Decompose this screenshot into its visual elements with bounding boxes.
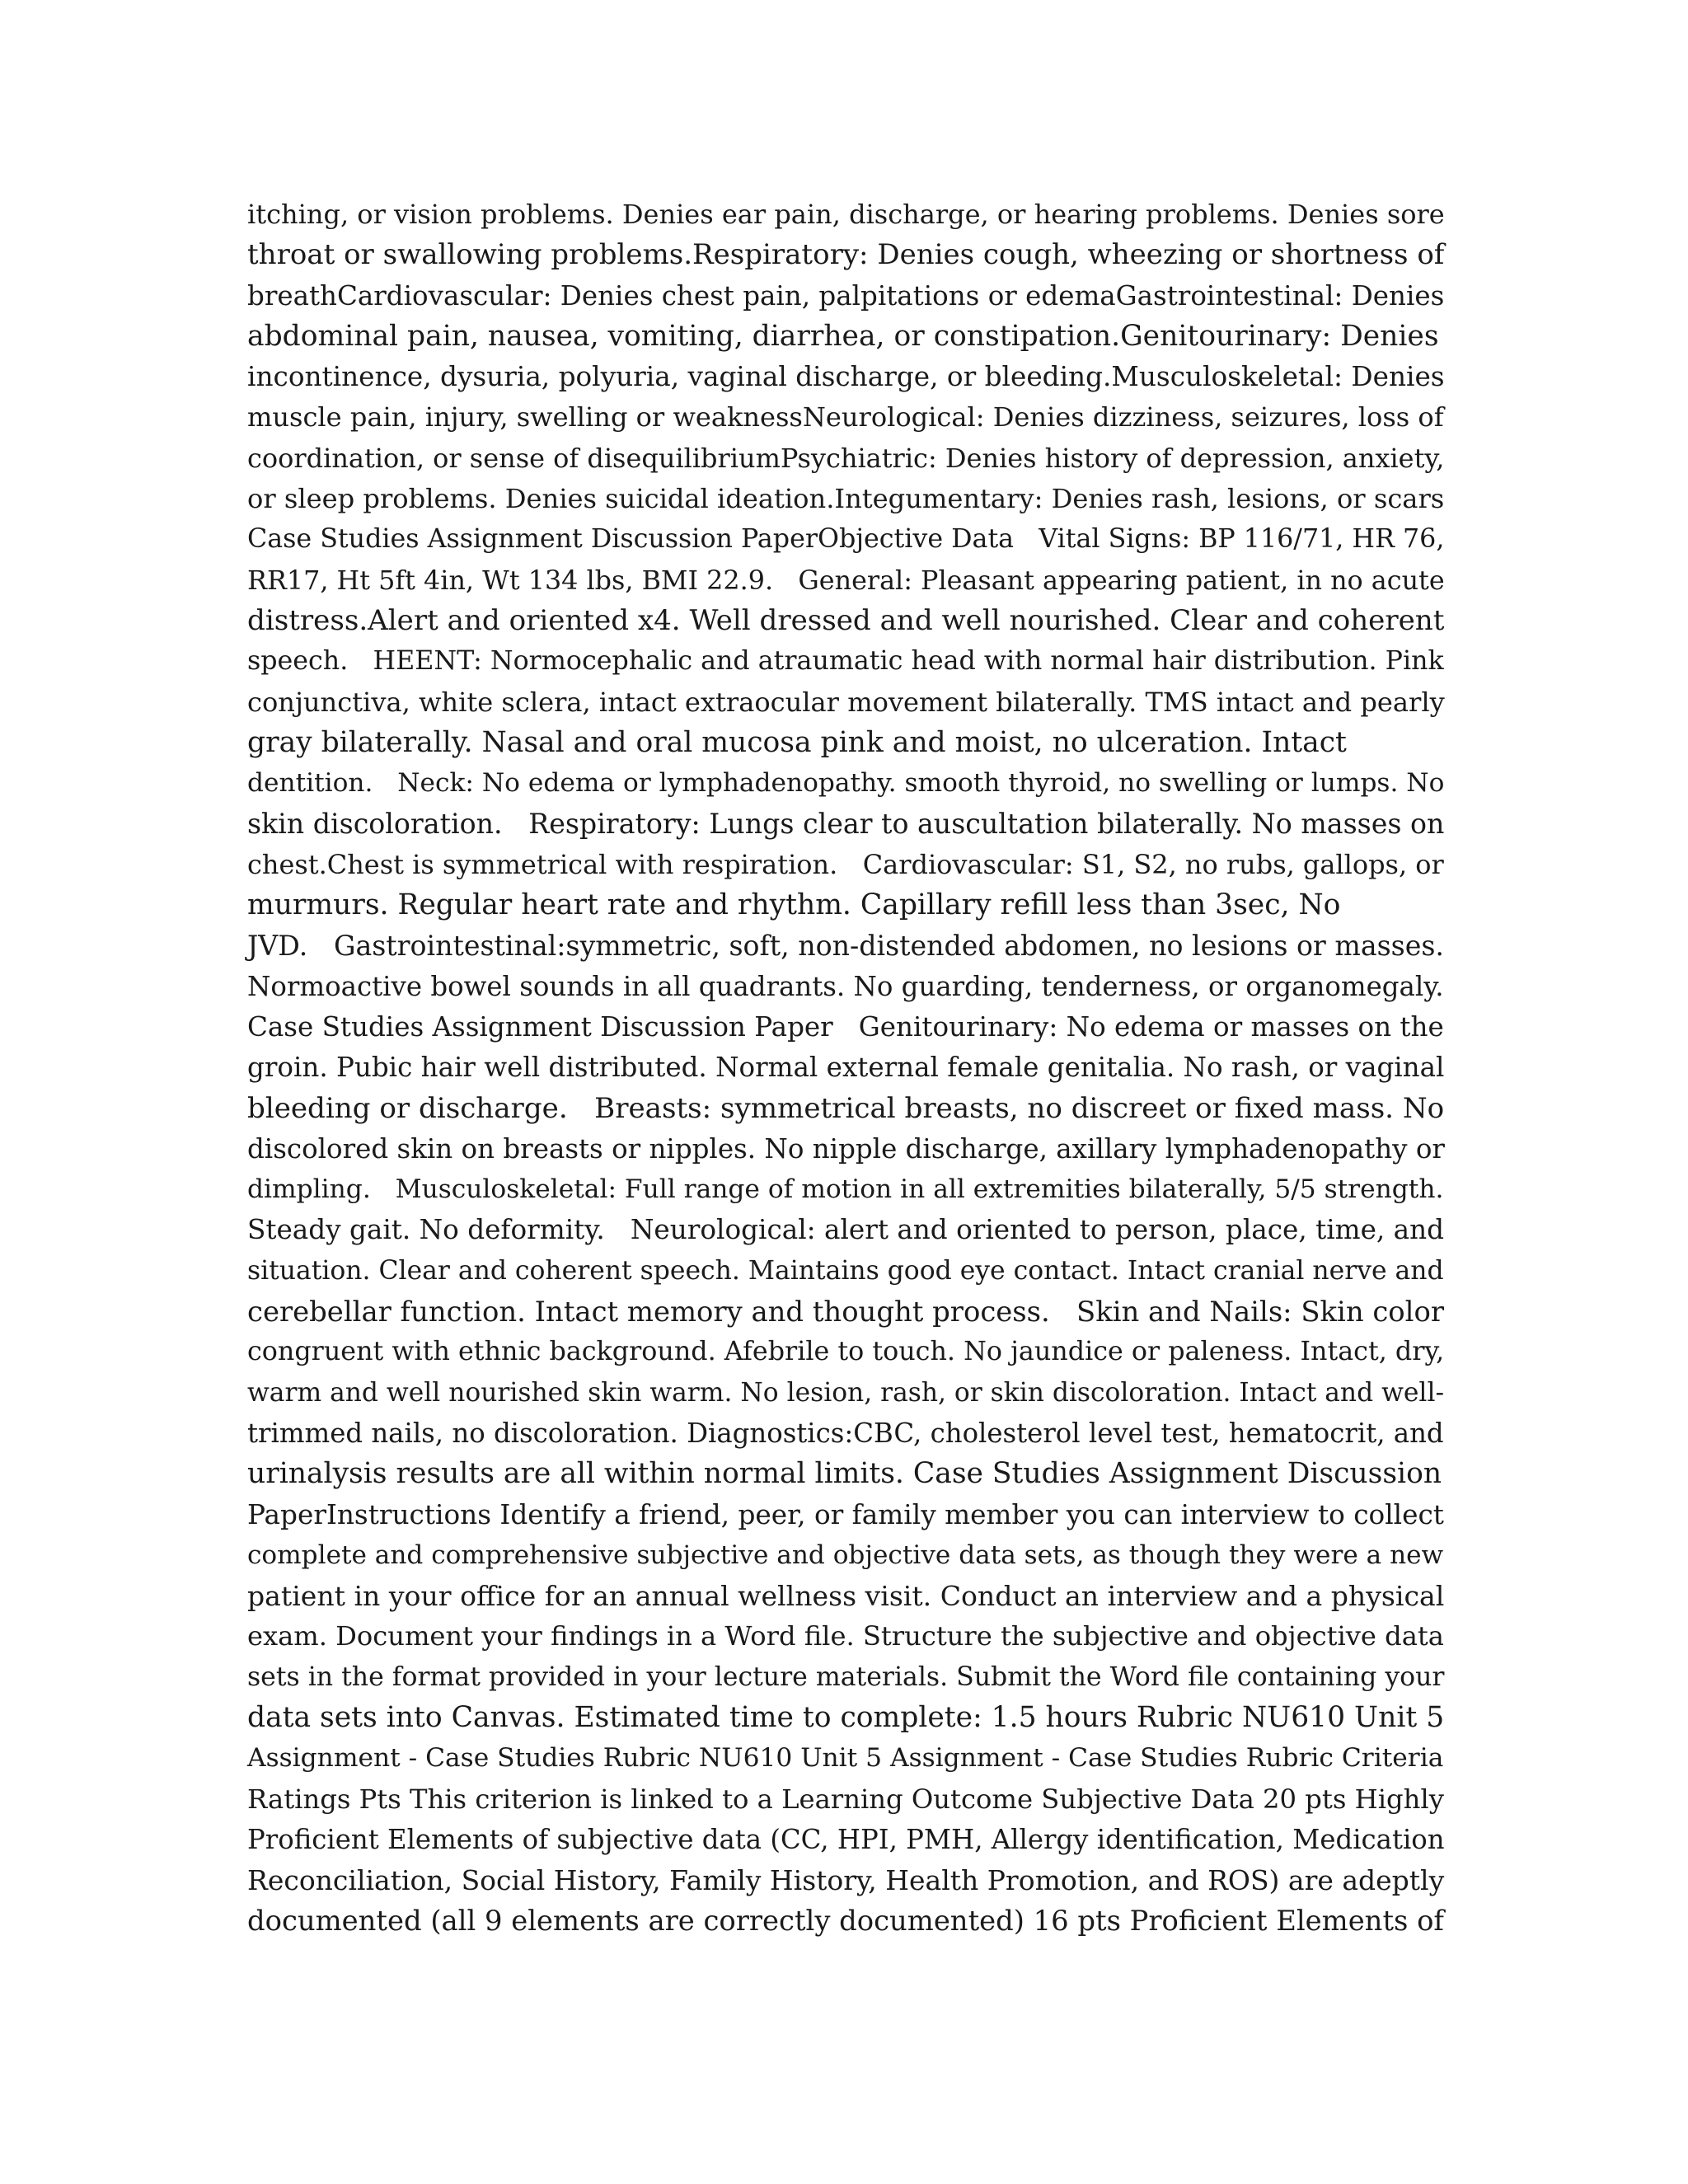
text-line: skin discoloration. Respiratory: Lungs clear to auscultation bilaterally. No masses on [247, 808, 1445, 841]
document-body [247, 194, 1451, 1942]
text-line: dimpling. Musculoskeletal: Full range of motion in all extremities bilaterally, 5/5 strength. [247, 1174, 1444, 1205]
text-line: RR17, Ht 5ft 4in, Wt 134 lbs, BMI 22.9. General: Pleasant appearing patient, in no acute [247, 565, 1445, 596]
text-line: congruent with ethnic background. Afebrile to touch. No jaundice or paleness. Intact, dry, [247, 1337, 1445, 1367]
text-line: situation. Clear and coherent speech. Maintains good eye contact. Intact cranial nerve and [247, 1255, 1444, 1286]
text-line: incontinence, dysuria, polyuria, vaginal discharge, or bleeding.Musculoskeletal: Denies [247, 361, 1445, 393]
text-line: documented (all 9 elements are correctly documented) 16 pts Proficient Elements of [247, 1905, 1444, 1938]
text-line: conjunctiva, white sclera, intact extraocular movement bilaterally. TMS intact and pearly [247, 686, 1445, 718]
text-line: groin. Pubic hair well distributed. Normal external female genitalia. No rash, or vaginal [247, 1052, 1445, 1084]
text-line: Proficient Elements of subjective data (CC, HPI, PMH, Allergy identification, Medication [247, 1823, 1445, 1855]
text-line: sets in the format provided in your lecture materials. Submit the Word file containing your [247, 1661, 1445, 1692]
text-line: Assignment - Case Studies Rubric NU610 Unit 5 Assignment - Case Studies Rubric Criteria [247, 1743, 1444, 1774]
text-line: gray bilaterally. Nasal and oral mucosa pink and moist, no ulceration. Intact [247, 725, 1347, 759]
text-line: coordination, or sense of disequilibriumPsychiatric: Denies history of depression, anxiety, [247, 442, 1445, 474]
text-line: discolored skin on breasts or nipples. No nipple discharge, axillary lymphadenopathy or [247, 1132, 1445, 1165]
text-line: trimmed nails, no discoloration. Diagnostics:CBC, cholesterol level test, hematocrit, and [247, 1417, 1444, 1449]
text-line: Normoactive bowel sounds in all quadrants. No guarding, tenderness, or organomegaly. [247, 970, 1444, 1002]
text-line: exam. Document your findings in a Word file. Structure the subjective and objective data [247, 1620, 1444, 1652]
text-line: Steady gait. No deformity. Neurological: alert and oriented to person, place, time, and [247, 1214, 1445, 1246]
text-line: itching, or vision problems. Denies ear pain, discharge, or hearing problems. Denies sore [247, 199, 1445, 230]
text-line: cerebellar function. Intact memory and thought process. Skin and Nails: Skin color [247, 1296, 1445, 1329]
text-line: patient in your office for an annual wellness visit. Conduct an interview and a physical [247, 1580, 1445, 1613]
text-line: speech. HEENT: Normocephalic and atraumatic head with normal hair distribution. Pink [247, 646, 1444, 677]
text-line: or sleep problems. Denies suicidal ideation.Integumentary: Denies rash, lesions, or scars [247, 483, 1445, 515]
text-line: murmurs. Regular heart rate and rhythm. Capillary refill less than 3sec, No [247, 888, 1341, 922]
text-line: muscle pain, injury, swelling or weaknessNeurological: Denies dizziness, seizures, loss of [247, 401, 1444, 434]
text-line: Case Studies Assignment Discussion PaperObjective Data Vital Signs: BP 116/71, HR 76, [247, 524, 1445, 555]
text-line: complete and comprehensive subjective and objective data sets, as though they were a new [247, 1540, 1444, 1570]
text-line: chest.Chest is symmetrical with respiration. Cardiovascular: S1, S2, no rubs, gallops, or [247, 848, 1444, 880]
text-line: dentition. Neck: No edema or lymphadenopathy. smooth thyroid, no swelling or lumps. No [247, 768, 1445, 799]
text-line: bleeding or discharge. Breasts: symmetrical breasts, no discreet or fixed mass. No [247, 1091, 1445, 1125]
text-line: abdominal pain, nausea, vomiting, diarrhea, or constipation.Genitourinary: Denies [247, 319, 1439, 353]
text-line: breathCardiovascular: Denies chest pain, palpitations or edemaGastrointestinal: Denies [247, 279, 1445, 312]
text-line: urinalysis results are all within normal limits. Case Studies Assignment Discussion [247, 1457, 1442, 1491]
text-line: warm and well nourished skin warm. No lesion, rash, or skin discoloration. Intact and well- [247, 1377, 1445, 1408]
text-line: Ratings Pts This criterion is linked to a Learning Outcome Subjective Data 20 pts Highly [247, 1783, 1444, 1815]
text-line: Reconciliation, Social History, Family History, Health Promotion, and ROS) are adeptly [247, 1864, 1445, 1897]
text-line: throat or swallowing problems.Respiratory: Denies cough, wheezing or shortness of [247, 238, 1445, 272]
text-line: PaperInstructions Identify a friend, peer, or family member you can interview to collect [247, 1498, 1444, 1530]
text-line: data sets into Canvas. Estimated time to complete: 1.5 hours Rubric NU610 Unit 5 [247, 1700, 1445, 1734]
text-line: Case Studies Assignment Discussion Paper Genitourinary: No edema or masses on the [247, 1010, 1444, 1043]
text-line: distress.Alert and oriented x4. Well dressed and well nourished. Clear and coherent [247, 603, 1445, 637]
text-line: JVD. Gastrointestinal:symmetric, soft, non-distended abdomen, no lesions or masses. [247, 930, 1444, 963]
